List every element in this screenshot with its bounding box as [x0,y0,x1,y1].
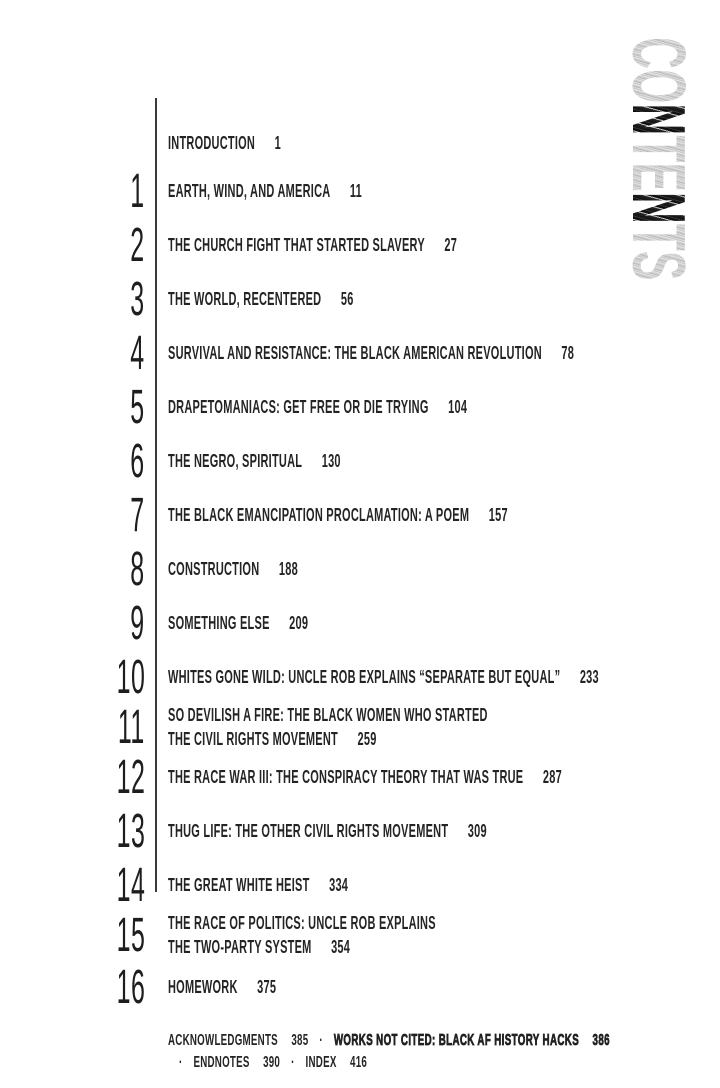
backmatter-entry-title: ACKNOWLEDGMENTS [168,1032,278,1049]
toc-list [0,132,640,1074]
chapter-number-cell [0,805,148,858]
toc-row-chapter-9 [0,597,640,650]
chapter-title-line [168,558,381,582]
chapter-title-block [168,504,720,528]
page-number: 27 [444,235,458,255]
chapter-title-line [168,874,463,898]
chapter-title-line [168,912,607,936]
chapter-title-text: THE RACE WAR III: THE CONSPIRACY THEORY THAT WAS TRUE [168,767,524,787]
page-number: 209 [289,613,309,633]
chapter-number-cell [0,651,148,704]
chapter-number-cell [0,327,148,380]
page-number: 188 [278,559,298,579]
chapter-number-cell [0,597,148,650]
chapter-title-block [168,288,472,312]
chapter-title-line [168,820,691,844]
chapter-title-block [168,874,463,898]
backmatter-entry-page: 385 [291,1032,309,1049]
chapter-title-text: THE BLACK EMANCIPATION PROCLAMATION: A POEM [168,505,470,525]
chapter-title-block [168,666,720,690]
chapter-title-line [168,132,353,156]
chapter-title-block [168,820,691,844]
chapter-title-line [168,342,720,366]
contents-letter: N [617,103,701,136]
backmatter-entry-page: 390 [263,1054,281,1071]
chapter-title-line [168,666,720,690]
chapter-number: 14 [116,859,145,912]
chapter-title-block [168,450,451,474]
page-number: 354 [331,937,351,957]
backmatter-entry-title: WORKS NOT CITED: BLACK AF HISTORY HACKS [333,1032,580,1049]
page-number: 375 [257,977,277,997]
chapter-number-cell [0,859,148,912]
toc-row-chapter-7 [0,489,640,542]
contents-letter: O [617,68,701,104]
chapter-title-line [168,728,692,752]
chapter-title-text: THE NEGRO, SPIRITUAL [168,451,303,471]
chapter-number-cell [0,751,148,804]
chapter-title-text: THE TWO-PARTY SYSTEM [168,937,312,957]
toc-row-chapter-5 [0,381,640,434]
chapter-title-block [168,234,642,258]
chapter-number-cell [0,543,148,596]
chapter-title-block [168,132,353,156]
contents-letter: T [617,223,701,251]
chapter-title-block [168,976,345,1000]
page-number: 1 [274,133,281,153]
toc-row-chapter-14 [0,859,640,912]
chapter-title-text: THUG LIFE: THE OTHER CIVIL RIGHTS MOVEMENT [168,821,449,841]
page-number: 287 [542,767,562,787]
chapter-title-text: SO DEVILISH A FIRE: THE BLACK WOMEN WHO STARTED [168,705,488,725]
chapter-title-line [168,704,692,728]
chapter-title-block [168,912,607,960]
chapter-title-block [168,766,720,790]
chapter-title-line [168,180,486,204]
chapter-number: 8 [130,543,145,596]
chapter-title-block [168,180,486,204]
chapter-number: 12 [116,751,145,804]
chapter-title-line [168,976,345,1000]
backmatter-line [168,1052,640,1074]
page-number: 309 [467,821,487,841]
chapter-number-cell [0,273,148,326]
chapter-title-text: THE CHURCH FIGHT THAT STARTED SLAVERY [168,235,425,255]
toc-row-chapter-4 [0,327,640,380]
chapter-number-cell [0,435,148,488]
chapter-title-text: WHITES GONE WILD: UNCLE ROB EXPLAINS “SEPARATE BUT EQUAL” [168,667,561,687]
chapter-number: 3 [130,273,145,326]
chapter-number-cell [0,219,148,272]
chapter-number: 9 [130,597,145,650]
toc-row-chapter-10 [0,651,640,704]
chapter-number: 11 [118,701,145,754]
contents-letter: N [617,191,701,224]
chapter-title-line [168,288,472,312]
toc-row-chapter-12 [0,751,640,804]
chapter-title-text: INTRODUCTION [168,133,256,153]
toc-row-chapter-8 [0,543,640,596]
chapter-number: 6 [130,435,145,488]
toc-row-chapter-13 [0,805,640,858]
chapter-number-cell [0,381,148,434]
chapter-number: 13 [116,805,145,858]
chapter-number: 5 [130,381,145,434]
backmatter-entry-page: 386 [592,1032,610,1049]
chapter-title-line [168,450,451,474]
chapter-title-block [168,558,381,582]
contents-letter: C [617,37,701,69]
chapter-number: 7 [130,489,145,542]
chapter-title-block [168,612,398,636]
contents-letter: S [617,250,701,281]
toc-row-chapter-3 [0,273,640,326]
toc-row-chapter-15 [0,909,640,962]
chapter-number-cell [0,489,148,542]
chapter-number: 15 [116,909,145,962]
bullet-separator: · [291,1054,295,1071]
page-number: 130 [321,451,341,471]
page-number: 334 [329,875,349,895]
chapter-title-text: DRAPETOMANIACS: GET FREE OR DIE TRYING [168,397,429,417]
bullet-separator: · [178,1054,183,1071]
chapter-title-text: THE WORLD, RECENTERED [168,289,322,309]
page-number: 11 [349,181,363,201]
toc-row-chapter-11 [0,701,640,754]
chapter-title-text: EARTH, WIND, AND AMERICA [168,181,331,201]
chapter-title-line [168,766,720,790]
chapter-title-text: THE RACE OF POLITICS: UNCLE ROB EXPLAINS [168,913,436,933]
chapter-title-line [168,612,398,636]
chapter-title-block [168,396,658,420]
chapter-title-text: SOMETHING ELSE [168,613,270,633]
chapter-title-text: THE GREAT WHITE HEIST [168,875,310,895]
chapter-number-cell [0,165,148,218]
chapter-number-cell [0,961,148,1014]
chapter-title-text: HOMEWORK [168,977,238,997]
backmatter-entry-title: INDEX [305,1054,337,1071]
bullet-separator: · [319,1032,323,1049]
chapter-number-cell [0,701,148,754]
chapter-number: 4 [130,327,145,380]
chapter-title-text: CONSTRUCTION [168,559,260,579]
page-number: 259 [357,729,377,749]
toc-row-chapter-1 [0,165,640,218]
backmatter [168,1030,640,1074]
page-number: 78 [561,343,575,363]
chapter-number: 16 [116,961,145,1014]
chapter-title-line [168,396,658,420]
chapter-number-cell [0,909,148,962]
contents-letter: T [617,135,701,163]
toc-row-chapter-16 [0,961,640,1014]
chapter-title-text: SURVIVAL AND RESISTANCE: THE BLACK AMERICAN REVOLUTION [168,343,542,363]
chapter-title-text: THE CIVIL RIGHTS MOVEMENT [168,729,338,749]
chapter-title-block [168,342,720,366]
backmatter-entry-title: ENDNOTES [193,1054,250,1071]
toc-row-chapter-2 [0,219,640,272]
page-number: 104 [448,397,468,417]
chapter-title-line [168,234,642,258]
page-number: 56 [340,289,354,309]
chapter-title-block [168,704,692,752]
page-number: 233 [579,667,599,687]
chapter-number: 10 [116,651,145,704]
backmatter-entry-page: 416 [350,1054,368,1071]
toc-row-chapter-6 [0,435,640,488]
toc-row-introduction [0,132,640,156]
backmatter-line [168,1030,640,1052]
chapter-title-line [168,504,720,528]
chapter-number: 2 [130,219,145,272]
contents-letter: E [617,162,701,192]
chapter-title-line [168,936,607,960]
page-number: 157 [488,505,508,525]
chapter-number: 1 [130,165,145,218]
